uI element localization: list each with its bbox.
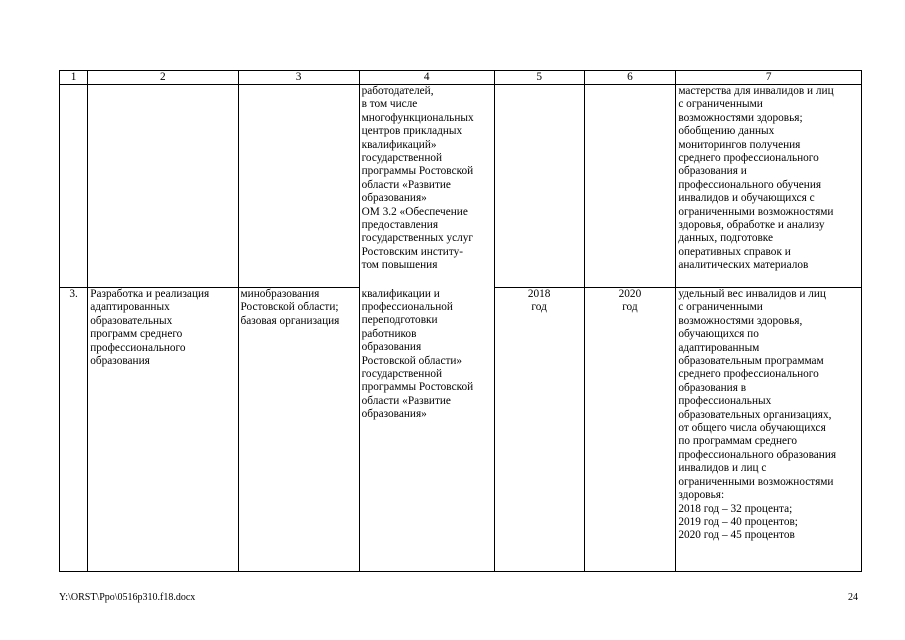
- header-cell-6: 6: [584, 71, 676, 85]
- footer-page-number: 24: [848, 592, 858, 603]
- cont-cell-program: работодателей, в том числе многофункциональных центров прикладных квалификаций» государственной программы Ростовской области «Развитие образования» ОМ 3.2 «Обеспечение предоставления государственных услуг Ростовским институ- том повышения: [359, 85, 494, 288]
- table-row-continuation: [60, 85, 862, 288]
- row3-end-year: 2020 год: [584, 288, 676, 572]
- table-header-row: [60, 71, 862, 85]
- row3-activity-name: Разработка и реализация адаптированных образовательных программ среднего профессионального образования: [88, 288, 238, 572]
- row3-program: квалификации и профессиональной переподготовки работников образования Ростовской области» государственной программы Ростовской области «Развитие образования»: [359, 288, 494, 572]
- cont-cell-end: [584, 85, 676, 288]
- header-cell-7: 7: [676, 71, 862, 85]
- document-table: [59, 70, 862, 572]
- header-cell-5: 5: [494, 71, 584, 85]
- row3-executor: минобразования Ростовской области; базовая организация: [238, 288, 359, 572]
- row3-indicator: удельный вес инвалидов и лиц с ограниченными возможностями здоровья, обучающихся по адаптированным образовательным программам среднего профессионального образования в профессиональных образовательных организациях, от общего числа обучающихся по программам среднего профессионального образования инвалидов и лиц с ограниченными возможностями здоровья: 2018 год – 32 процента; 2019 год – 40 процентов; 2020 год – 45 процентов: [676, 288, 862, 572]
- cont-cell-num: [60, 85, 88, 288]
- table-row-3: [60, 288, 862, 572]
- header-cell-4: 4: [359, 71, 494, 85]
- cont-cell-start: [494, 85, 584, 288]
- row3-number: 3.: [60, 288, 88, 572]
- cont-cell-name: [88, 85, 238, 288]
- footer-file-path: Y:\ORST\Ppo\0516p310.f18.docx: [59, 592, 196, 603]
- row3-start-year: 2018 год: [494, 288, 584, 572]
- header-cell-2: 2: [88, 71, 238, 85]
- header-cell-3: 3: [238, 71, 359, 85]
- cont-cell-executor: [238, 85, 359, 288]
- header-cell-1: 1: [60, 71, 88, 85]
- cont-cell-indicator: мастерства для инвалидов и лиц с ограниченными возможностями здоровья; обобщению данных мониторингов получения среднего профессионального образования и профессионального обучения инвалидов и обучающихся с ограниченными возможностями здоровья, обработке и анализу данных, подготовке оперативных справок и аналитических материалов: [676, 85, 862, 288]
